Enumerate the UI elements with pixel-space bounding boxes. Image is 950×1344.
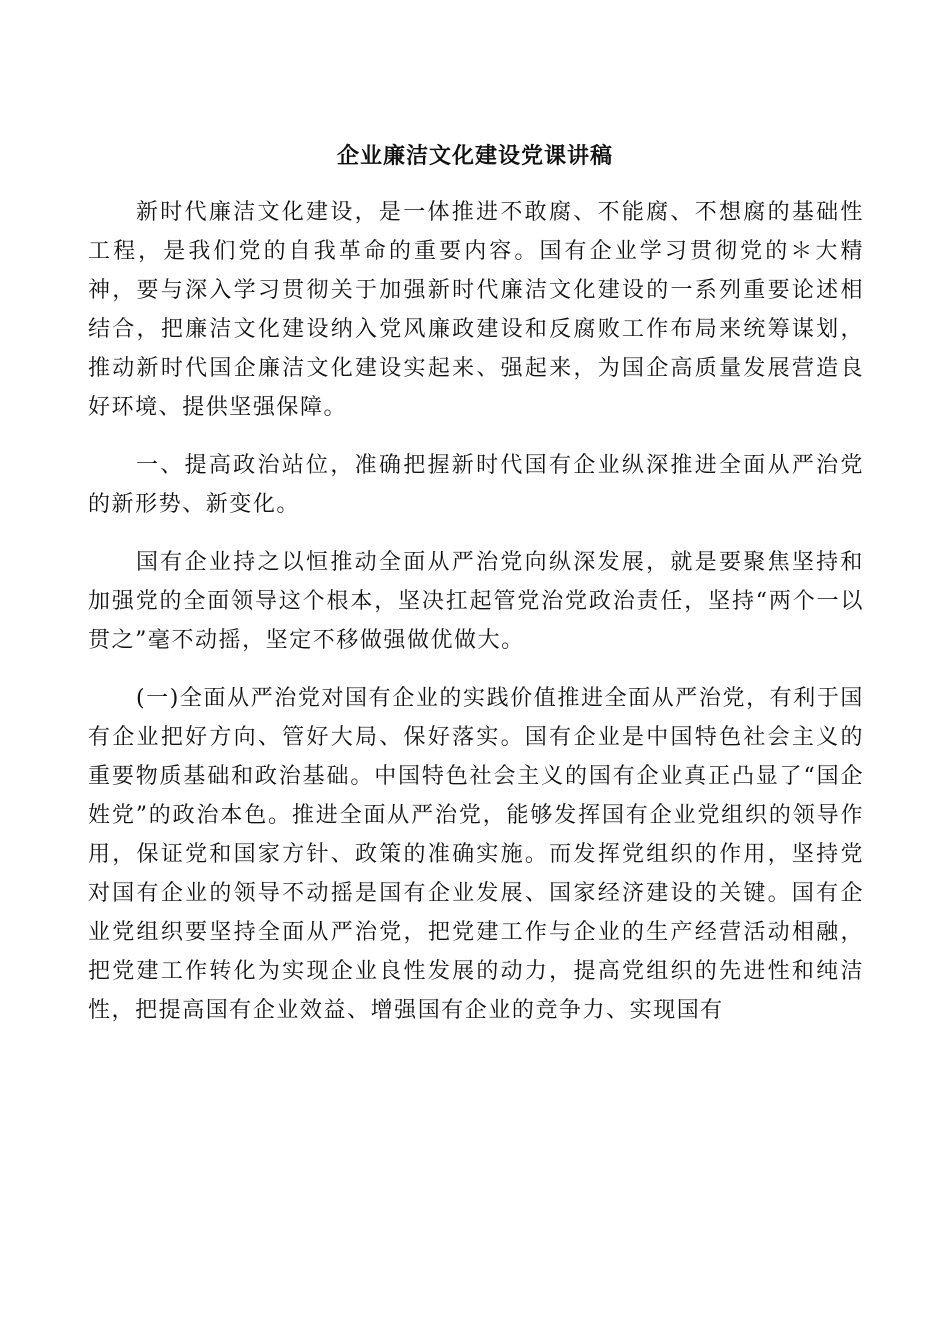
paragraph-section-one-heading: 一、提高政治站位，准确把握新时代国有企业纵深推进全面从严治党的新形势、新变化。: [88, 453, 864, 517]
document-body: [88, 193, 864, 1030]
paragraph-subsection-one: (一)全面从严治党对国有企业的实践价值推进全面从严治党，有利于国有企业把好方向、管好大局、保好落实。国有企业是中国特色社会主义的重要物质基础和政治基础。中国特色社会主义的国有企业真正凸显了“国企姓党”的政治本色。推进全面从严治党，能够发挥国有企业党组织的领导作用，保证党和国家方针、政策的准确实施。而发挥党组织的作用，坚持党对国有企业的领导不动摇是国有企业发展、国家经济建设的关键。国有企业党组织要坚持全面从严治党，把党建工作与企业的生产经营活动相融，把党建工作转化为实现企业良性发展的动力，提高党组织的先进性和纯洁性，把提高国有企业效益、增强国有企业的竞争力、实现国有: [88, 686, 864, 1023]
document-title: 企业廉洁文化建设党课讲稿: [336, 144, 613, 169]
paragraph-section-one-body: 国有企业持之以恒推动全面从严治党向纵深发展，就是要聚焦坚持和加强党的全面领导这个根本，坚决扛起管党治党政治责任，坚持“两个一以贯之”毫不动摇，坚定不移做强做优做大。: [88, 550, 864, 653]
paragraph-spacer: [88, 427, 864, 446]
paragraph-spacer: [88, 524, 864, 543]
paragraph-spacer: [88, 660, 864, 679]
paragraph-intro: 新时代廉洁文化建设，是一体推进不敢腐、不能腐、不想腐的基础性工程，是我们党的自我革命的重要内容。国有企业学习贯彻党的＊大精神，要与深入学习贯彻关于加强新时代廉洁文化建设的一系列重要论述相结合，把廉洁文化建设纳入党风廉政建设和反腐败工作布局来统筹谋划，推动新时代国企廉洁文化建设实起来、强起来，为国企高质量发展营造良好环境、提供坚强保障。: [88, 200, 864, 420]
